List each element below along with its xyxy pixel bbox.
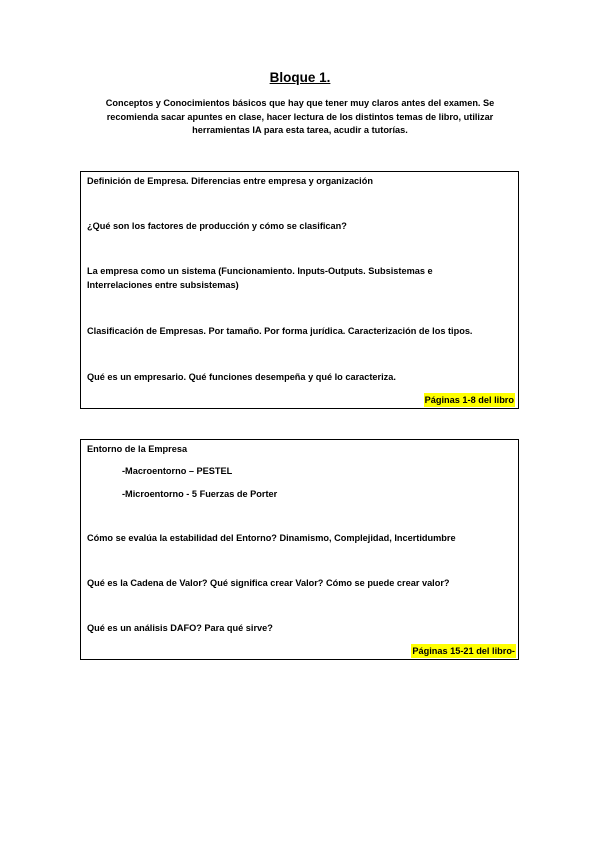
- topics-box-1: [80, 171, 519, 409]
- topic-item: La empresa como un sistema (Funcionamiento. Inputs-Outputs. Subsistemas e Interrelaciones entre subsistemas): [87, 266, 433, 290]
- section-heading: Entorno de la Empresa: [87, 444, 188, 454]
- topic-item: ¿Qué son los factores de producción y cómo se clasifican?: [87, 221, 347, 231]
- pages-reference: Páginas 15-21 del libro-: [412, 646, 515, 656]
- topic-item: Qué es la Cadena de Valor? Qué significa crear Valor? Cómo se puede crear valor?: [87, 578, 450, 588]
- topic-item: Cómo se evalúa la estabilidad del Entorno? Dinamismo, Complejidad, Incertidumbre: [87, 533, 456, 543]
- intro-paragraph: Conceptos y Conocimientos básicos que hay que tener muy claros antes del examen. Se recomienda sacar apuntes en clase, hacer lectura de los distintos temas de libro, utilizar herramientas IA para esta tarea, acudir a tutorías.: [105, 98, 495, 135]
- pages-reference: Páginas 1-8 del libro: [424, 395, 514, 405]
- subtopic-item: -Macroentorno – PESTEL: [122, 466, 233, 476]
- topic-item: Qué es un análisis DAFO? Para qué sirve?: [87, 623, 273, 633]
- page-title: Bloque 1.: [269, 70, 331, 85]
- topic-item: Clasificación de Empresas. Por tamaño. Por forma jurídica. Caracterización de los tipos.: [87, 326, 473, 336]
- topic-item: Qué es un empresario. Qué funciones desempeña y qué lo caracteriza.: [87, 372, 396, 382]
- subtopic-item: -Microentorno - 5 Fuerzas de Porter: [122, 489, 278, 499]
- topics-box-2: [80, 439, 519, 660]
- topic-item: Definición de Empresa. Diferencias entre empresa y organización: [87, 176, 373, 186]
